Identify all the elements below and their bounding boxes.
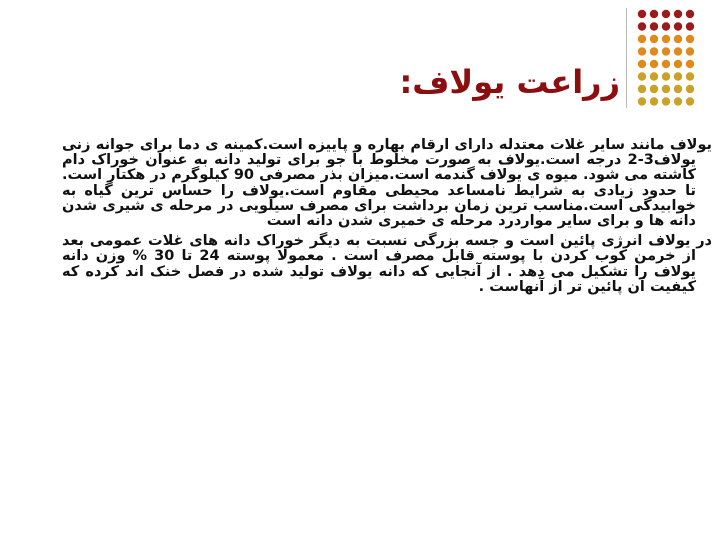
decor-dot [638, 97, 646, 105]
decor-dot [638, 22, 646, 30]
decor-dot [650, 60, 658, 68]
decor-dot [674, 72, 682, 80]
decor-dot [674, 10, 682, 18]
decor-dot [650, 47, 658, 55]
decor-dot [686, 35, 694, 43]
decor-dot [686, 47, 694, 55]
decor-dot [662, 10, 670, 18]
decor-dot [686, 97, 694, 105]
decor-dot [674, 60, 682, 68]
title-divider-line [626, 8, 627, 108]
decor-dot [662, 35, 670, 43]
decor-dot [650, 35, 658, 43]
decor-dot [662, 60, 670, 68]
body-paragraph-1: یولاف مانند سایر غلات معتدله دارای ارقام بهاره و پاییزه است.کمینه ی دما برای جوانه زنی یولاف3-2 درجه است.یولاف به صورت مخلوط با جو برای تولید دانه به عنوان خوراک دام کاشته می شود. میوه ی یولاف گندمه است.میزان بذر مصرفی 90 کیلوگرم در هکتار است. تا حدود زیادی به شرایط نامساعد محیطی مقاوم است.یولاف را حساس ترین گیاه به خوابیدگی است.مناسب ترین زمان برداشت برای مصرف سیلویی در مرحله ی شیری شدن دانه ها و برای سایر مواردرد مرحله ی خمیری شدن دانه است [62, 137, 712, 230]
decor-dot [686, 10, 694, 18]
decor-dot [650, 10, 658, 18]
decor-dot [638, 47, 646, 55]
decor-dot [662, 97, 670, 105]
decor-dot [638, 60, 646, 68]
decor-dot [674, 47, 682, 55]
decor-dot [674, 35, 682, 43]
decor-dot [686, 85, 694, 93]
decor-dot [686, 60, 694, 68]
decor-dot [650, 72, 658, 80]
decor-dot [650, 22, 658, 30]
slide-title: زراعت یولاف: [399, 63, 620, 101]
decor-dot [686, 72, 694, 80]
decor-dot [662, 47, 670, 55]
decor-dot [638, 35, 646, 43]
decor-dot [686, 22, 694, 30]
decor-dot [662, 85, 670, 93]
decor-dot [674, 97, 682, 105]
body-paragraph-2: در یولاف انرژی پائین است و جسه بزرگی نسبت به دیگر خوراک دانه های غلات عمومی بعد از خرمن کوب کردن با پوسته قابل مصرف است . معمولا پوسته 24 تا 30 % وزن دانه یولاف را تشکیل می دهد . از آنجایی که دانه یولاف تولید شده در فصل خنک اند کرده که کیفیت آن پائین تر از آنهاست . [62, 233, 712, 295]
decor-dot [650, 97, 658, 105]
decor-dot [638, 10, 646, 18]
slide-body [62, 138, 712, 300]
decor-dot [674, 22, 682, 30]
decor-dot [662, 72, 670, 80]
decorative-dot-grid [636, 8, 696, 112]
decor-dot [650, 85, 658, 93]
decor-dot [674, 85, 682, 93]
decor-dot [662, 22, 670, 30]
decor-dot [638, 85, 646, 93]
decor-dot [638, 72, 646, 80]
